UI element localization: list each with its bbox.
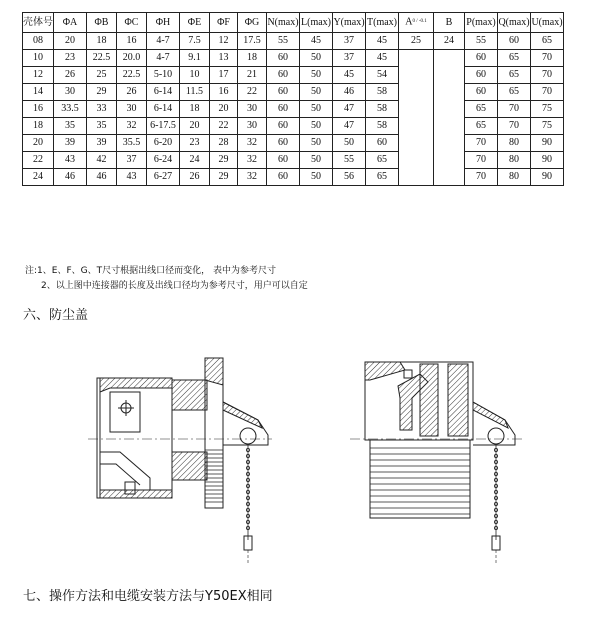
table-cell: 22 — [210, 118, 238, 135]
table-row — [23, 101, 564, 118]
table-cell: 65 — [465, 118, 498, 135]
table-cell: 33.5 — [54, 101, 87, 118]
table-cell: 60 — [465, 67, 498, 84]
table-cell: 24 — [180, 152, 210, 169]
table-cell: 80 — [498, 152, 531, 169]
table-cell: 12 — [23, 67, 54, 84]
table-cell: 17.5 — [238, 33, 267, 50]
note-line-2: 2、以上图中连接器的长度及出线口径均为参考尺寸，用户可以自定 — [41, 281, 308, 291]
table-cell: 80 — [498, 169, 531, 186]
table-cell: 80 — [498, 135, 531, 152]
table-cell: 22 — [23, 152, 54, 169]
col-header: ΦG — [238, 13, 267, 33]
table-cell: 42 — [87, 152, 117, 169]
table-cell: 60 — [267, 50, 300, 67]
table-cell: 35 — [54, 118, 87, 135]
table-cell: 30 — [117, 101, 147, 118]
table-cell: 35.5 — [117, 135, 147, 152]
table-cell: 5-10 — [147, 67, 180, 84]
table-cell: 60 — [267, 67, 300, 84]
table-cell: 18 — [23, 118, 54, 135]
table-cell: 90 — [531, 135, 564, 152]
table-cell: 6-27 — [147, 169, 180, 186]
table-cell: 37 — [117, 152, 147, 169]
table-cell: 45 — [300, 33, 333, 50]
table-cell: 90 — [531, 152, 564, 169]
table-cell: 70 — [465, 152, 498, 169]
col-header: P(max) — [465, 13, 498, 33]
table-cell: 60 — [267, 135, 300, 152]
table-cell: 24 — [23, 169, 54, 186]
table-cell: 39 — [87, 135, 117, 152]
table-cell: 12 — [210, 33, 238, 50]
table-cell: 65 — [465, 101, 498, 118]
table-cell: 35 — [87, 118, 117, 135]
a-tolerance: 0 / -0.1 — [412, 19, 427, 25]
table-cell: 60 — [267, 169, 300, 186]
table-cell: 30 — [238, 118, 267, 135]
table-cell: 20 — [54, 33, 87, 50]
table-cell: 55 — [333, 152, 366, 169]
table-cell: 9.1 — [180, 50, 210, 67]
table-cell: 43 — [54, 152, 87, 169]
table-cell: 6-20 — [147, 135, 180, 152]
table-cell: 22 — [238, 84, 267, 101]
left-figure — [88, 358, 272, 564]
table-cell: 32 — [238, 169, 267, 186]
table-cell: 6-14 — [147, 84, 180, 101]
table-cell: 65 — [498, 67, 531, 84]
section-7-title: 七、操作方法和电缆安装方法与Y50EX相同 — [23, 589, 273, 604]
table-row — [23, 152, 564, 169]
cell-a-empty — [399, 50, 434, 186]
table-cell: 60 — [366, 135, 399, 152]
col-header: ΦC — [117, 13, 147, 33]
table-cell: 6-14 — [147, 101, 180, 118]
table-cell: 10 — [23, 50, 54, 67]
col-header: ΦF — [210, 13, 238, 33]
table-cell: 20 — [180, 118, 210, 135]
table-row — [23, 84, 564, 101]
table-cell: 60 — [267, 84, 300, 101]
table-cell: 23 — [180, 135, 210, 152]
table-cell: 60 — [267, 152, 300, 169]
table-cell: 32 — [238, 152, 267, 169]
table-cell: 65 — [366, 152, 399, 169]
table-cell: 32 — [238, 135, 267, 152]
table-cell: 16 — [210, 84, 238, 101]
table-row — [23, 169, 564, 186]
table-cell: 43 — [117, 169, 147, 186]
table-cell: 58 — [366, 101, 399, 118]
table-cell: 20 — [23, 135, 54, 152]
table-cell: 08 — [23, 33, 54, 50]
table-cell: 4-7 — [147, 50, 180, 67]
table-cell: 70 — [498, 101, 531, 118]
table-cell: 4-7 — [147, 33, 180, 50]
table-cell: 46 — [87, 169, 117, 186]
table-cell: 58 — [366, 118, 399, 135]
table-row — [23, 50, 564, 67]
table-body — [23, 33, 564, 186]
table-cell: 45 — [366, 50, 399, 67]
table-cell: 6-24 — [147, 152, 180, 169]
table-cell: 28 — [210, 135, 238, 152]
table-cell: 50 — [300, 84, 333, 101]
table-cell: 65 — [498, 84, 531, 101]
note-line-1: 注:1、E、F、G、T尺寸根据出线口径而变化， 表中为参考尺寸 — [25, 266, 276, 276]
table-cell: 70 — [465, 169, 498, 186]
table-cell: 65 — [498, 50, 531, 67]
table-cell: 23 — [54, 50, 87, 67]
table-row — [23, 135, 564, 152]
table-row — [23, 33, 564, 50]
table-cell: 37 — [333, 33, 366, 50]
table-cell: 60 — [465, 50, 498, 67]
table-cell: 29 — [87, 84, 117, 101]
table-cell: 45 — [333, 67, 366, 84]
table-cell: 29 — [210, 152, 238, 169]
table-cell: 60 — [267, 101, 300, 118]
table-cell: 70 — [498, 118, 531, 135]
table-cell: 50 — [300, 169, 333, 186]
chain — [494, 444, 497, 540]
col-header: ΦH — [147, 13, 180, 33]
table-cell: 50 — [300, 152, 333, 169]
table-cell: 50 — [300, 101, 333, 118]
table-cell: 21 — [238, 67, 267, 84]
table-cell: 29 — [210, 169, 238, 186]
table-header-row — [23, 13, 564, 33]
table-cell: 22.5 — [117, 67, 147, 84]
table-cell: 47 — [333, 118, 366, 135]
table-cell: 13 — [210, 50, 238, 67]
col-header: L(max) — [300, 13, 333, 33]
col-header: Q(max) — [498, 13, 531, 33]
table-cell: 56 — [333, 169, 366, 186]
table-cell: 46 — [54, 169, 87, 186]
table-cell: 47 — [333, 101, 366, 118]
table-cell: 11.5 — [180, 84, 210, 101]
table-cell: 50 — [300, 118, 333, 135]
table-cell: 10 — [180, 67, 210, 84]
table-cell: 54 — [366, 67, 399, 84]
table-cell: 18 — [238, 50, 267, 67]
table-cell: 50 — [333, 135, 366, 152]
col-header-a: A0 / -0.1 — [399, 13, 434, 33]
table-cell: 50 — [300, 67, 333, 84]
col-header: N(max) — [267, 13, 300, 33]
table-row — [23, 67, 564, 84]
table-cell: 18 — [180, 101, 210, 118]
table-cell: 70 — [531, 84, 564, 101]
col-header: ΦB — [87, 13, 117, 33]
table-cell: 20 — [210, 101, 238, 118]
table-cell: 60 — [498, 33, 531, 50]
col-header: Y(max) — [333, 13, 366, 33]
table-cell: 70 — [531, 67, 564, 84]
table-cell: 25 — [87, 67, 117, 84]
col-header: T(max) — [366, 13, 399, 33]
table-cell: 14 — [23, 84, 54, 101]
dust-cap-drawing — [0, 340, 595, 580]
table-cell: 55 — [267, 33, 300, 50]
table-cell: 33 — [87, 101, 117, 118]
table-cell: 32 — [117, 118, 147, 135]
table-cell: 18 — [87, 33, 117, 50]
table-cell: 70 — [531, 50, 564, 67]
table-cell: 26 — [54, 67, 87, 84]
col-header: 壳体号 — [23, 13, 54, 33]
table-cell: 90 — [531, 169, 564, 186]
table-cell: 37 — [333, 50, 366, 67]
dimension-table — [22, 12, 564, 186]
chain — [246, 444, 249, 540]
cell-b-empty — [434, 50, 465, 186]
table-cell: 20.0 — [117, 50, 147, 67]
right-figure — [350, 362, 525, 564]
table-cell: 46 — [333, 84, 366, 101]
table-cell: 60 — [465, 84, 498, 101]
table-cell: 26 — [180, 169, 210, 186]
table-cell: 60 — [267, 118, 300, 135]
col-header: B — [434, 13, 465, 33]
table-cell: 30 — [54, 84, 87, 101]
table-cell: 25 — [399, 33, 434, 50]
table-cell: 22.5 — [87, 50, 117, 67]
table-cell: 58 — [366, 84, 399, 101]
table-cell: 65 — [366, 169, 399, 186]
table-cell: 50 — [300, 135, 333, 152]
col-header: ΦA — [54, 13, 87, 33]
table-cell: 6-17.5 — [147, 118, 180, 135]
table-cell: 45 — [366, 33, 399, 50]
table-cell: 65 — [531, 33, 564, 50]
table-cell: 26 — [117, 84, 147, 101]
col-header: ΦE — [180, 13, 210, 33]
table-cell: 55 — [465, 33, 498, 50]
table-cell: 24 — [434, 33, 465, 50]
table-cell: 7.5 — [180, 33, 210, 50]
table-cell: 30 — [238, 101, 267, 118]
table-cell: 16 — [117, 33, 147, 50]
table-cell: 39 — [54, 135, 87, 152]
table-cell: 70 — [465, 135, 498, 152]
table-cell: 50 — [300, 50, 333, 67]
table-row — [23, 118, 564, 135]
section-6-title: 六、防尘盖 — [23, 308, 89, 323]
table-cell: 75 — [531, 118, 564, 135]
table-cell: 16 — [23, 101, 54, 118]
table-cell: 17 — [210, 67, 238, 84]
col-header: U(max) — [531, 13, 564, 33]
table-cell: 75 — [531, 101, 564, 118]
